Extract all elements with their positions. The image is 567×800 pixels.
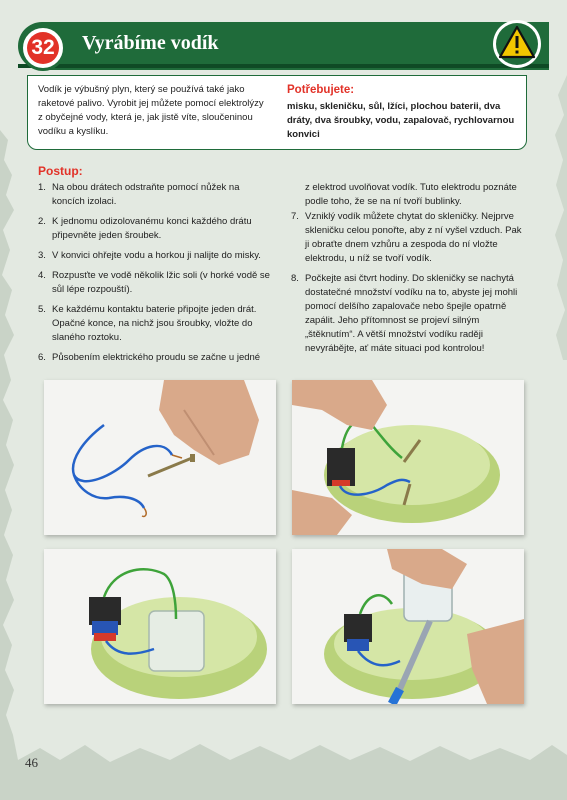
warning-triangle-icon [486, 18, 548, 70]
experiment-number: 32 [27, 32, 59, 64]
info-box [27, 75, 527, 150]
step-6-continuation: z elektrod uvolňovat vodík. Tuto elektrodu poznáte podle toho, že se na ní tvoří bublinky. [305, 182, 517, 207]
photo-bowl-electrodes [292, 380, 524, 535]
step-item: 8. Počkejte asi čtvrt hodiny. Do skleničky se nachytá dostatečné množství vodíku na to, abyste jej mohli pomocí delšího zapalovače nebo špejle opatrně zapálit. Jeho přítomnost se projeví silným „štěknutím“. A větší množství vodíku raději nevyrábějte, ať máte situaci pod kontrolou! [291, 273, 518, 354]
steps-column-left [38, 181, 270, 371]
step-item: 7. Vzniklý vodík můžete chytat do skleničky. Nejprve skleničku celou ponořte, aby z ní vyšel vzduch. Pak ji obraťte dnem vzhůru a zespoda do ní vložte elektrodu, u níž se tvoří vodík. [291, 211, 522, 264]
needs-list: misku, skleničku, sůl, lžíci, plochou baterii, dva dráty, dva šroubky, vodu, zapalovač, rychlovarnou konvici [287, 101, 515, 140]
title-bar-shadow [18, 64, 549, 68]
photo-screw-wire [44, 380, 276, 535]
step-item: 3. V konvici ohřejte vodu a horkou ji nalijte do misky. [38, 250, 261, 261]
procedure-heading: Postup: [38, 164, 83, 178]
step-item: 5. Ke každému kontaktu baterie připojte jeden drát. Opačné konce, na nichž jsou šroubky, vložte do slaného roztoku. [38, 304, 257, 343]
photo-lighter-glass [292, 549, 524, 704]
step-item: 6. Působením elektrického proudu se začne u jedné [38, 352, 261, 363]
step-item: 4. Rozpusťte ve vodě několik lžic soli (v horké vodě se sůl lépe rozpouští). [38, 270, 270, 295]
needs-heading: Potřebujete: [287, 84, 355, 96]
experiment-number-badge [20, 25, 66, 71]
page-number: 46 [25, 755, 38, 770]
intro-text: Vodík je výbušný plyn, který se používá také jako raketové palivo. Vyrobit jej můžete pomocí elektrolýzy z obyčejné vody, která je, jak jistě víte, sloučeninou vodíku a kyslíku. [38, 84, 264, 137]
step-item: 2. K jednomu odizolovanému konci každého drátu připevněte jeden šroubek. [38, 216, 252, 241]
step-item: 1. Na obou drátech odstraňte pomocí nůžek na koncích izolaci. [38, 182, 240, 207]
photo-glass-in-bowl [44, 549, 276, 704]
page-title: Vyrábíme vodík [82, 32, 219, 54]
steps-column-right [291, 210, 527, 362]
